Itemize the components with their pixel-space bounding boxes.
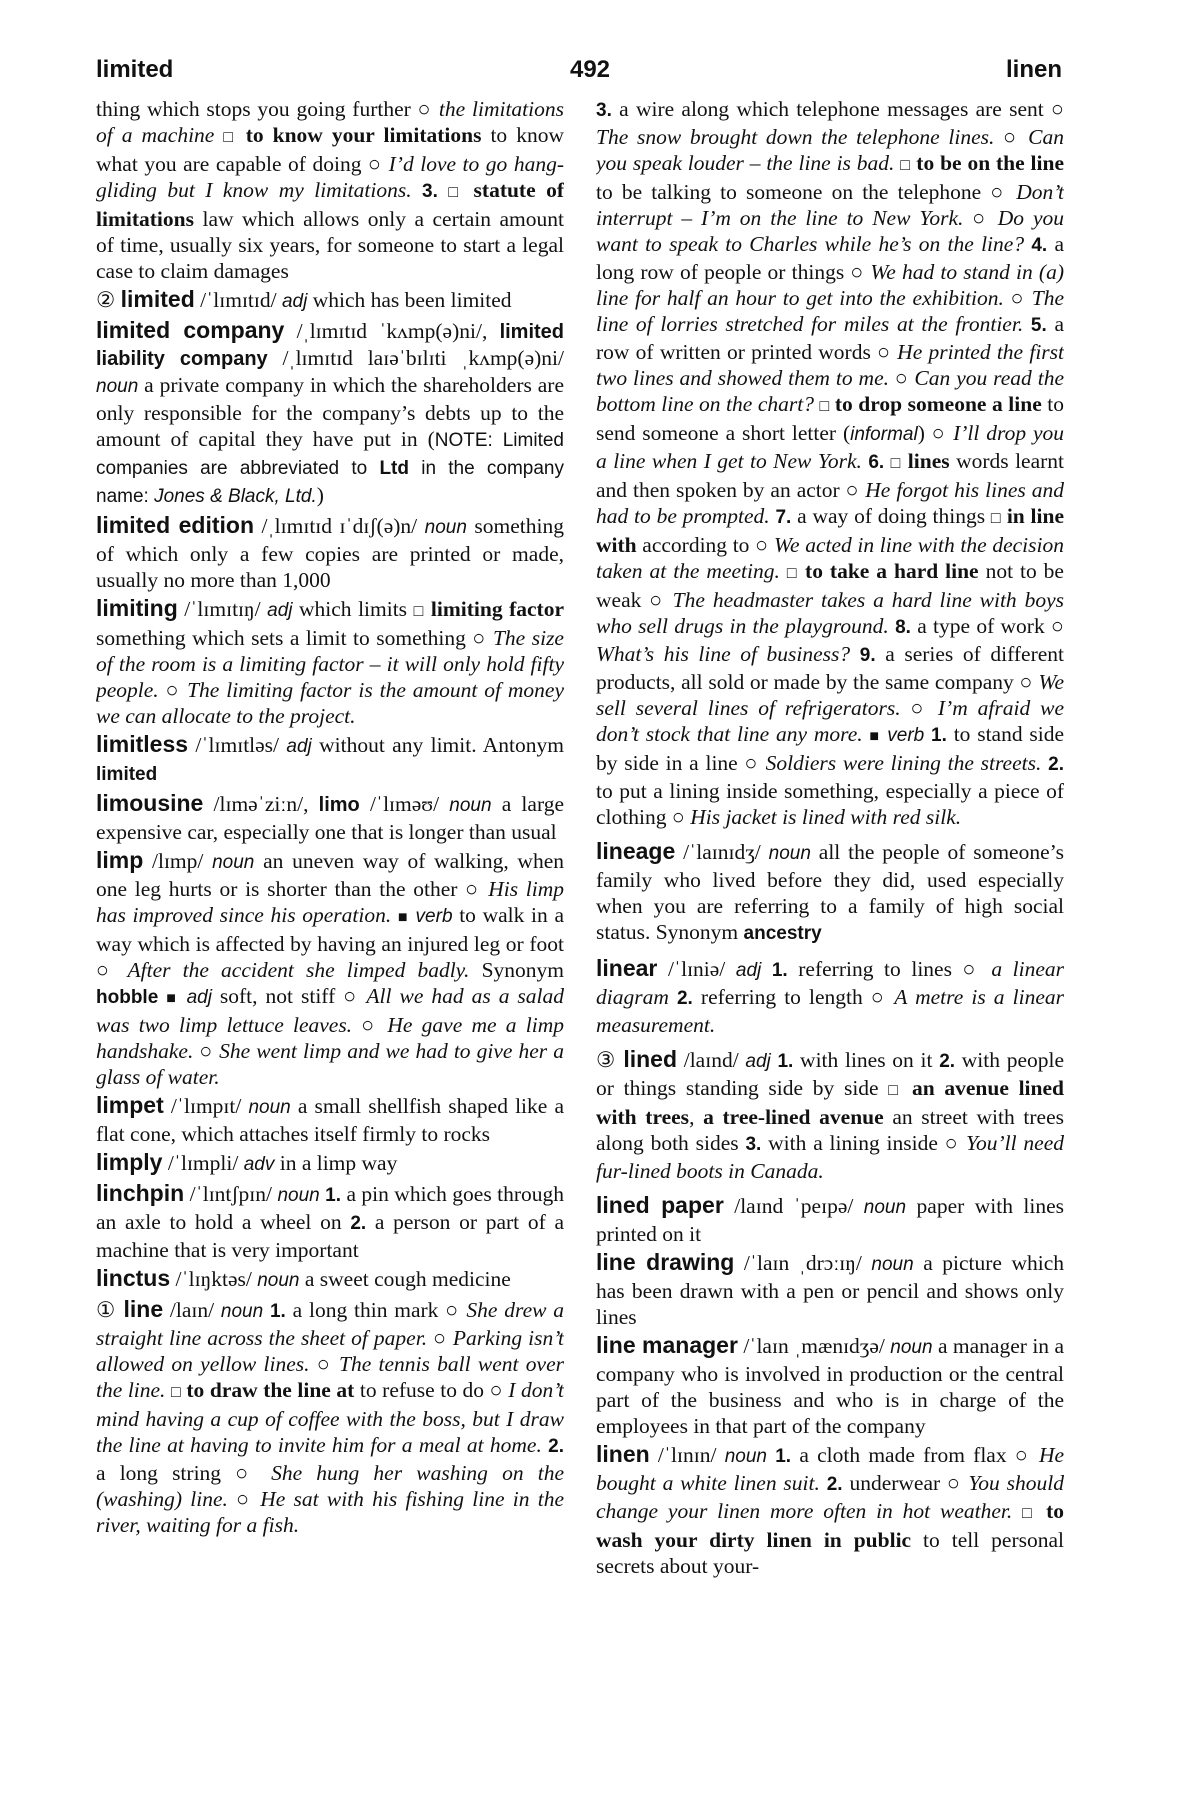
page-number: 492 xyxy=(569,56,611,83)
example-sentence: ○ We sell several lines of refrigerators. ○ I’m afraid we don’t stock that line any more. xyxy=(596,670,1064,746)
entry-text: a long row of people or things xyxy=(596,232,1064,284)
part-of-speech: noun xyxy=(724,1446,767,1467)
example-sentence: ○ We acted in line with the decision taken at the meeting. xyxy=(596,533,1064,583)
sense-number: 6. xyxy=(868,452,885,473)
entry-text: /ˈlɪmɪtɪŋ/ xyxy=(177,597,268,621)
entry-text: /ˌlɪmɪtɪd ɪˈdɪʃ(ə)n/ xyxy=(254,514,425,538)
left-column xyxy=(96,96,564,1786)
dictionary-entry xyxy=(96,1180,564,1263)
example-sentence: ○ What’s his line of business? xyxy=(596,614,1064,666)
example-sentence: ○ He forgot his lines and had to be prompted. xyxy=(596,478,1064,528)
entry-text: to be talking to someone on the telephone xyxy=(596,180,991,204)
part-of-speech: adj xyxy=(745,1051,771,1072)
part-of-speech: noun xyxy=(212,852,255,873)
example-sentence: ○ You should change your linen more often in hot weather. xyxy=(596,1471,1064,1523)
entry-text: referring to lines xyxy=(787,957,963,981)
part-of-speech: noun xyxy=(220,1301,264,1322)
entry-text: which limits xyxy=(292,597,414,621)
phrase-marker: □ xyxy=(819,398,830,415)
part-of-speech: noun xyxy=(863,1197,907,1218)
headword: limited liability company xyxy=(96,321,564,370)
example-sentence: ○ The size of the room is a limiting factor – it will only hold fifty people. ○ The limiting factor is the amount of money we can allocate to the project. xyxy=(96,626,564,728)
example-sentence: ○ A metre is a linear measurement. xyxy=(596,985,1064,1037)
part-of-speech: verb xyxy=(887,725,925,746)
dictionary-entry xyxy=(596,1192,1064,1247)
part-of-speech: adj xyxy=(267,600,293,621)
entry-text: in a limp way xyxy=(274,1151,398,1175)
part-of-speech: noun xyxy=(871,1254,914,1275)
headword: linen xyxy=(596,1441,650,1467)
entry-text: /ˈlɪnɪn/ xyxy=(649,1443,725,1467)
dictionary-entry xyxy=(96,790,564,845)
example-sentence: ○ He printed the first two lines and showed them to me. ○ Can you read the bottom line on the chart? xyxy=(596,340,1064,416)
example-sentence: ○ She hung her washing on the (washing) line. ○ He sat with his fishing line in the river, waiting for a fish. xyxy=(96,1461,564,1537)
headword: limited edition xyxy=(96,512,255,538)
phrase: a tree-lined avenue xyxy=(703,1105,884,1129)
sense-number: 1. xyxy=(931,725,947,746)
example-sentence: ○ I’d love to go hang-gliding but I know my limitations. xyxy=(96,152,564,202)
dictionary-entry xyxy=(596,955,1064,1038)
sense-number: 9. xyxy=(859,645,876,666)
header-left-guideword: limited xyxy=(96,56,174,83)
headword: limited company xyxy=(96,317,285,343)
phrase-marker: □ xyxy=(448,184,464,201)
entry-text: /lɪmp/ xyxy=(143,849,213,873)
entry-text: paper with lines printed on it xyxy=(596,1194,1064,1246)
entry-text: something of which only a few copies are printed or made, usually no more than 1,000 xyxy=(96,514,564,592)
dictionary-entry xyxy=(596,838,1064,947)
dictionary-entry xyxy=(96,286,564,315)
entry-text: a pin which goes through an axle to hold a wheel on xyxy=(96,1182,564,1234)
sense-number: 1. xyxy=(771,960,788,981)
sense-number: 8. xyxy=(895,617,911,638)
phrase-marker: □ xyxy=(900,157,911,174)
entry-text: a long string xyxy=(96,1461,236,1485)
entry-text: /ˈlɪŋktəs/ xyxy=(170,1267,258,1291)
entry-text: a manager in a company who is involved in production or the central part of the business and who is in charge of the employees in that part of the company xyxy=(596,1334,1064,1438)
entry-text: ③ xyxy=(596,1048,624,1072)
example-sentence: ○ a linear diagram xyxy=(596,957,1064,1009)
entry-text xyxy=(438,178,448,202)
example-sentence: ○ He bought a white linen suit. xyxy=(596,1443,1064,1495)
part-of-speech: noun xyxy=(424,517,467,538)
entry-text: something which sets a limit to something xyxy=(96,626,473,650)
sense-number: 7. xyxy=(775,507,792,528)
entry-text: to tell personal secrets about your- xyxy=(596,1528,1064,1578)
entry-text: an street with trees along both sides xyxy=(596,1105,1064,1155)
entry-text xyxy=(761,957,772,981)
example-sentence: ○ His jacket is lined with red silk. xyxy=(671,805,962,829)
entry-text: /ˈlaɪn ˌdrɔːɪŋ/ xyxy=(734,1251,872,1275)
part-of-speech: noun xyxy=(890,1337,933,1358)
dictionary-entry xyxy=(596,96,1064,830)
cross-reference: limited xyxy=(96,764,158,785)
part-of-speech: noun xyxy=(96,376,139,397)
entry-text: a small shellfish shaped like a flat cone, which attaches itself firmly to rocks xyxy=(96,1094,564,1146)
entry-text: thing which stops you going further xyxy=(96,97,418,121)
sense-number: 3. xyxy=(596,100,612,121)
entry-text: referring to length xyxy=(692,985,871,1009)
example-sentence: ○ All we had as a salad was two limp lettuce leaves. ○ He gave me a limp handshake. ○ She went limp and we had to give her a glass of water. xyxy=(96,984,564,1089)
entry-text: ) xyxy=(917,421,932,445)
headword: linchpin xyxy=(96,1180,185,1206)
entry-text: to walk in a way which is affected by having an injured leg or foot xyxy=(96,903,564,956)
entry-text: /ˈlɪməʊ/ xyxy=(359,792,450,816)
dictionary-entry xyxy=(96,731,564,788)
entry-text xyxy=(179,984,187,1008)
entry-text: , xyxy=(689,1105,704,1129)
headword: limo xyxy=(318,794,360,816)
entry-text: /ˈlaɪnɪdʒ/ xyxy=(675,840,769,864)
example-sentence: ○ The snow brought down the telephone lines. ○ Can you speak louder – the line is bad. xyxy=(596,97,1064,175)
sense-number: 2. xyxy=(1048,754,1064,775)
entry-text: which has been limited xyxy=(307,288,512,312)
entry-text: /laɪnd/ xyxy=(677,1048,746,1072)
entry-text: /ˈlɪntʃpɪn/ xyxy=(184,1182,278,1206)
sense-number: 2. xyxy=(676,988,693,1009)
part-of-speech: adj xyxy=(281,291,308,312)
example-sentence: ○ I’ll drop you a line when I get to New York. xyxy=(596,421,1064,473)
dictionary-entry xyxy=(596,1441,1064,1579)
dictionary-entry xyxy=(96,595,564,729)
entry-text: a way of doing things xyxy=(791,504,991,528)
sense-number: 5. xyxy=(1030,315,1047,336)
dictionary-entry xyxy=(96,1265,564,1294)
headword: limp xyxy=(96,847,144,873)
entry-text: ① xyxy=(96,1298,124,1322)
headword: line drawing xyxy=(596,1249,735,1275)
entry-text: to refuse to do xyxy=(354,1378,490,1402)
phrase: to wash your dirty linen in public xyxy=(596,1499,1064,1552)
headword: limitless xyxy=(96,731,189,757)
sense-number: 1. xyxy=(777,1051,794,1072)
entry-text: with people or things standing side by side xyxy=(596,1048,1064,1100)
entry-text: a person or part of a machine that is very important xyxy=(96,1210,564,1262)
example-sentence: ○ I don’t mind having a cup of coffee with the boss, but I draw the line at having to invite him for a meal at home. xyxy=(96,1378,564,1457)
entry-text: to know what you are capable of doing xyxy=(96,123,564,176)
entry-text: a series of different products, all sold or made by the same company xyxy=(596,642,1064,694)
phrase-marker: □ xyxy=(890,455,902,472)
phrase: to take a hard line xyxy=(798,559,979,583)
entry-text: a row of written or printed words xyxy=(596,312,1064,364)
phrase: limiting factor xyxy=(424,597,564,621)
example-sentence: ○ Soldiers were lining the streets. xyxy=(744,751,1049,775)
headword: limiting xyxy=(96,595,178,621)
dictionary-entry xyxy=(96,1092,564,1147)
dictionary-entry xyxy=(596,1332,1064,1439)
dictionary-entry xyxy=(96,317,564,510)
entry-text xyxy=(263,1298,270,1322)
phrase: an avenue lined with trees xyxy=(596,1076,1064,1129)
sense-number: 2. xyxy=(826,1474,843,1495)
sense-number: 1. xyxy=(269,1301,286,1322)
usage-note: in the company name: xyxy=(96,458,564,507)
phrase: to drop someone a line xyxy=(829,392,1042,416)
part-of-speech: adj xyxy=(735,960,762,981)
entry-text: ) xyxy=(316,483,324,507)
entry-text: law which allows only a certain amount of time, usually six years, for someone to start a legal case to claim damages xyxy=(96,207,564,283)
example-sentence: ○ After the accident she limped badly. xyxy=(96,958,470,982)
entry-text: words learnt and then spoken by an actor xyxy=(596,449,1064,502)
entry-text: /ˈlɪmpli/ xyxy=(162,1151,244,1175)
example-sentence: ○ She drew a straight line across the sheet of paper. ○ Parking isn’t allowed on yellow lines. ○ The tennis ball went over the line. xyxy=(96,1298,564,1402)
headword: line manager xyxy=(596,1332,738,1358)
headword: lined xyxy=(623,1046,678,1072)
entry-text xyxy=(767,1443,775,1467)
entry-text: according to xyxy=(636,533,756,557)
entry-text: Synonym xyxy=(469,958,564,982)
part-of-speech-marker: ■ xyxy=(166,990,179,1007)
part-of-speech: noun xyxy=(257,1270,300,1291)
entry-text: with lines on it xyxy=(793,1048,940,1072)
entry-text: a wire along which telephone messages are sent xyxy=(611,97,1051,121)
part-of-speech: Jones & Black, Ltd. xyxy=(154,486,317,507)
part-of-speech-marker: ■ xyxy=(869,728,881,745)
entry-text: /laɪnd ˈpeɪpə/ xyxy=(723,1194,864,1218)
entry-text: a cloth made from flax xyxy=(791,1443,1015,1467)
sense-number: 3. xyxy=(745,1134,762,1155)
example-sentence: ○ Don’t interrupt – I’m on the line to New York. ○ Do you want to speak to Charles while he’s on the line? xyxy=(596,180,1064,256)
sense-number: 1. xyxy=(775,1446,792,1467)
phrase-marker: □ xyxy=(413,603,425,620)
entry-text: /ˈlaɪn ˌmænɪdʒə/ xyxy=(737,1334,891,1358)
phrase: to know your limitations xyxy=(236,123,482,147)
sense-number: 2. xyxy=(548,1436,564,1457)
part-of-speech: noun xyxy=(248,1097,291,1118)
entry-text: not to be weak xyxy=(596,559,1064,612)
part-of-speech: noun xyxy=(449,795,492,816)
part-of-speech: adj xyxy=(186,987,212,1008)
part-of-speech: informal xyxy=(850,424,918,445)
dictionary-entry xyxy=(96,1149,564,1178)
headword: limply xyxy=(96,1149,163,1175)
example-sentence: ○ His limp has improved since his operation. xyxy=(96,877,564,927)
entry-text: /ˈlɪmɪtɪd/ xyxy=(194,288,282,312)
phrase-marker: □ xyxy=(171,1384,181,1401)
part-of-speech-marker: ■ xyxy=(397,909,409,926)
entry-text: a large expensive car, especially one that is longer than usual xyxy=(96,792,564,844)
part-of-speech: adv xyxy=(243,1154,275,1175)
entry-text: /ˈlɪniə/ xyxy=(657,957,736,981)
entry-text: to put a lining inside something, especially a piece of clothing xyxy=(596,779,1064,829)
headword: lineage xyxy=(596,838,676,864)
example-sentence: ○ The headmaster takes a hard line with boys who sell drugs in the playground. xyxy=(596,588,1064,638)
entry-text: a sweet cough medicine xyxy=(299,1267,511,1291)
entry-text: to send someone a short letter ( xyxy=(596,392,1064,445)
phrase: to draw the line at xyxy=(180,1378,355,1402)
headword: limpet xyxy=(96,1092,164,1118)
entry-text: /lɪməˈziːn/, xyxy=(203,792,319,816)
cross-reference: hobble xyxy=(96,987,159,1008)
dictionary-entry xyxy=(96,512,564,593)
entry-text: soft, not stiff xyxy=(211,984,344,1008)
entry-text xyxy=(409,903,416,927)
sense-number: 3. xyxy=(422,181,438,202)
sense-number: 2. xyxy=(350,1213,367,1234)
phrase-marker: □ xyxy=(1022,1505,1037,1522)
dictionary-entry xyxy=(96,847,564,1090)
entry-text: underwear xyxy=(842,1471,948,1495)
sense-number: 1. xyxy=(325,1185,342,1206)
headword: lined paper xyxy=(596,1192,724,1218)
entry-text: a picture which has been drawn with a pen or pencil and shows only lines xyxy=(596,1251,1064,1329)
usage-note: NOTE: Limited companies are abbreviated to xyxy=(96,430,564,479)
headword: linctus xyxy=(96,1265,171,1291)
entry-text: /ˌlɪmɪtɪd ˈkʌmp(ə)ni/, xyxy=(284,319,500,343)
headword: limousine xyxy=(96,790,204,816)
header-right-guideword: linen xyxy=(1005,56,1062,83)
dictionary-entry xyxy=(96,1296,564,1538)
entry-text: an uneven way of walking, when one leg hurts or is shorter than the other xyxy=(96,849,564,901)
example-sentence: ○ the limitations of a machine xyxy=(96,97,564,147)
phrase-marker: □ xyxy=(786,565,799,582)
sense-number: 2. xyxy=(939,1051,956,1072)
headword: limited xyxy=(120,286,195,312)
headword: linear xyxy=(596,955,658,981)
part-of-speech: noun xyxy=(277,1185,320,1206)
entry-text: to stand side by side in a line xyxy=(596,722,1064,775)
part-of-speech: noun xyxy=(768,843,811,864)
phrase-marker: □ xyxy=(990,510,1002,527)
phrase-marker: □ xyxy=(223,129,237,146)
phrase-marker: □ xyxy=(888,1082,903,1099)
phrase: in line with xyxy=(596,504,1064,557)
cross-reference: ancestry xyxy=(743,923,822,944)
entry-text: a long thin mark xyxy=(285,1298,446,1322)
phrase: to be on the line xyxy=(910,151,1064,175)
sense-number: 4. xyxy=(1031,235,1048,256)
part-of-speech: verb xyxy=(415,906,453,927)
phrase: statute of limitations xyxy=(96,178,564,231)
dictionary-entry xyxy=(596,1249,1064,1330)
example-sentence: ○ We had to stand in (a) line for half an hour to get into the exhibition. ○ The line of lorries stretched for miles at the frontier. xyxy=(596,260,1064,336)
phrase: lines xyxy=(901,449,950,473)
entry-text: /laɪn/ xyxy=(163,1298,221,1322)
right-column xyxy=(596,96,1064,1786)
entry-text: /ˌlɪmɪtɪd laɪəˈbɪlɪti ˌkʌmp(ə)ni/ xyxy=(267,346,564,370)
entry-text: /ˈlɪmpɪt/ xyxy=(163,1094,249,1118)
entry-text: all the people of someone’s family who lived before they did, used especially when you are referring to a family of high social status. Synonym xyxy=(596,840,1064,944)
entry-text: with a lining inside xyxy=(761,1131,945,1155)
entry-text: a private company in which the shareholders are only responsible for the company’s debts up to the amount of capital they have put in ( xyxy=(96,373,564,451)
entry-text: a type of work xyxy=(910,614,1051,638)
example-sentence: ○ You’ll need fur-lined boots in Canada. xyxy=(596,1131,1064,1183)
dictionary-entry xyxy=(596,1046,1064,1184)
headword: line xyxy=(123,1296,164,1322)
entry-text: without any limit. Antonym xyxy=(311,733,564,757)
dictionary-entry xyxy=(96,96,564,284)
part-of-speech: adj xyxy=(286,736,312,757)
cross-reference: Ltd xyxy=(379,458,409,479)
entry-text: ② xyxy=(96,288,121,312)
entry-text: /ˈlɪmɪtləs/ xyxy=(188,733,287,757)
